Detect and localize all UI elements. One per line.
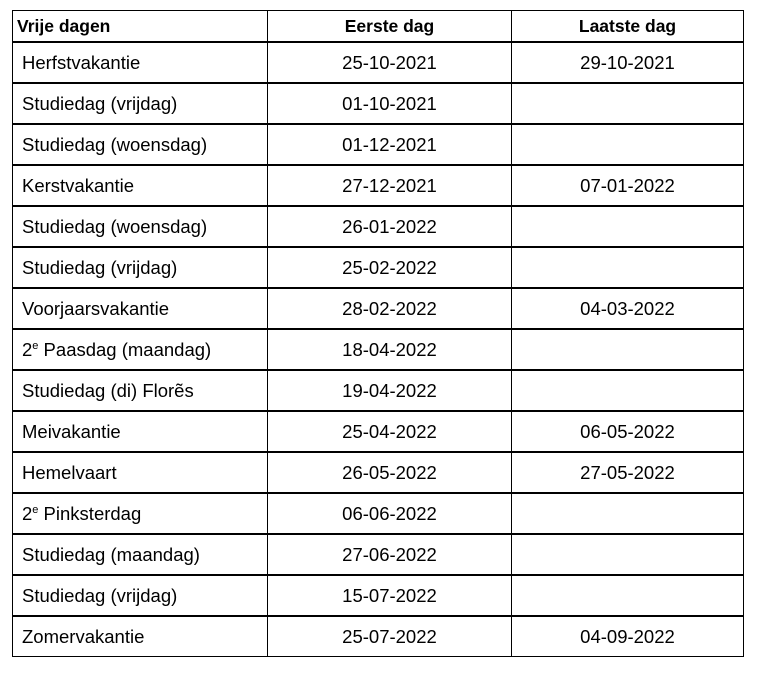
- holiday-name: Studiedag (vrijdag): [13, 83, 268, 124]
- last-day: 06-05-2022: [512, 411, 744, 452]
- name-rest: Pinksterdag: [38, 502, 142, 524]
- vacation-table: [12, 10, 744, 657]
- first-day: 27-06-2022: [268, 534, 512, 575]
- table-row: [13, 165, 744, 206]
- last-day: 27-05-2022: [512, 452, 744, 493]
- first-day: 01-12-2021: [268, 124, 512, 165]
- name-prefix: 2: [22, 502, 33, 524]
- table-row: [13, 288, 744, 329]
- table-row: [13, 411, 744, 452]
- first-day: 27-12-2021: [268, 165, 512, 206]
- table-row: [13, 534, 744, 575]
- holiday-name: Voorjaarsvakantie: [13, 288, 268, 329]
- table-row: [13, 370, 744, 411]
- holiday-name: Studiedag (di) Florẽs: [13, 370, 268, 411]
- holiday-name: Hemelvaart: [13, 452, 268, 493]
- first-day: 26-01-2022: [268, 206, 512, 247]
- table-row: [13, 247, 744, 288]
- first-day: 19-04-2022: [268, 370, 512, 411]
- first-day: 26-05-2022: [268, 452, 512, 493]
- table-row: [13, 329, 744, 370]
- last-day: [512, 83, 744, 124]
- holiday-name: Zomervakantie: [13, 616, 268, 657]
- holiday-name: Studiedag (maandag): [13, 534, 268, 575]
- last-day: [512, 247, 744, 288]
- holiday-name: Studiedag (vrijdag): [13, 247, 268, 288]
- first-day: 18-04-2022: [268, 329, 512, 370]
- table-row: [13, 616, 744, 657]
- name-superscript: e: [32, 503, 39, 516]
- first-day: 15-07-2022: [268, 575, 512, 616]
- holiday-name: Studiedag (woensdag): [13, 124, 268, 165]
- last-day: 29-10-2021: [512, 42, 744, 83]
- first-day: 25-07-2022: [268, 616, 512, 657]
- last-day: 04-03-2022: [512, 288, 744, 329]
- first-day: 25-02-2022: [268, 247, 512, 288]
- first-day: 25-04-2022: [268, 411, 512, 452]
- last-day: [512, 124, 744, 165]
- first-day: 06-06-2022: [268, 493, 512, 534]
- name-superscript: e: [32, 339, 39, 352]
- last-day: [512, 493, 744, 534]
- table-row: [13, 575, 744, 616]
- first-day: 28-02-2022: [268, 288, 512, 329]
- table-row: [13, 452, 744, 493]
- holiday-name: Kerstvakantie: [13, 165, 268, 206]
- holiday-name: Studiedag (vrijdag): [13, 575, 268, 616]
- last-day: 07-01-2022: [512, 165, 744, 206]
- header-vrije-dagen: Vrije dagen: [13, 11, 268, 43]
- last-day: [512, 370, 744, 411]
- name-rest: Paasdag (maandag): [38, 338, 212, 360]
- table-row: [13, 42, 744, 83]
- last-day: 04-09-2022: [512, 616, 744, 657]
- header-eerste-dag: Eerste dag: [268, 11, 512, 43]
- table-row: [13, 83, 744, 124]
- header-laatste-dag: Laatste dag: [512, 11, 744, 43]
- first-day: 25-10-2021: [268, 42, 512, 83]
- header-row: [13, 11, 744, 43]
- name-prefix: 2: [22, 338, 33, 360]
- first-day: 01-10-2021: [268, 83, 512, 124]
- holiday-name: Studiedag (woensdag): [13, 206, 268, 247]
- holiday-name: [13, 493, 268, 534]
- holiday-name: Herfstvakantie: [13, 42, 268, 83]
- table-row: [13, 493, 744, 534]
- table-row: [13, 124, 744, 165]
- holiday-name: [13, 329, 268, 370]
- last-day: [512, 206, 744, 247]
- last-day: [512, 575, 744, 616]
- last-day: [512, 329, 744, 370]
- table-row: [13, 206, 744, 247]
- holiday-name: Meivakantie: [13, 411, 268, 452]
- last-day: [512, 534, 744, 575]
